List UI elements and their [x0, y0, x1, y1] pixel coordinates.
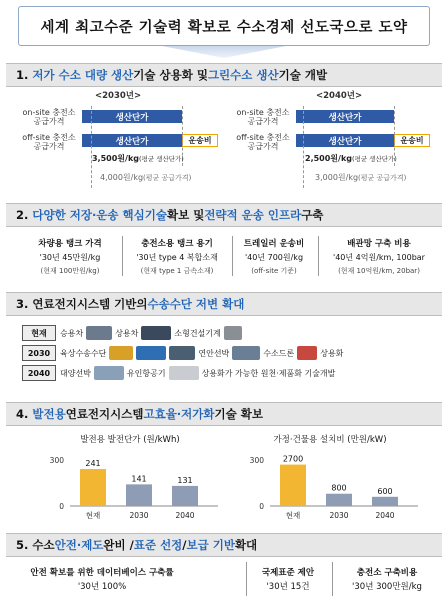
year-2040-label: <2040년>: [316, 91, 363, 101]
x-tick-2: 2040: [375, 511, 395, 520]
transport-bar-right: 운송비: [394, 134, 430, 147]
item-construction-machine: 소형건설기계: [174, 328, 221, 338]
transport-bar-left: 운송비: [182, 134, 218, 147]
item-commercialization: 상용화: [320, 348, 344, 358]
item-coastal-ship: 연안선박: [198, 348, 230, 358]
truck-image: [136, 346, 166, 360]
sec3-row-now: [60, 325, 242, 341]
data-label-2: 600: [377, 486, 393, 496]
section-5-highlight-3: 보급 기반: [186, 538, 235, 552]
drone-image: [297, 346, 317, 360]
item-manned-aircraft: 유인항공기: [126, 368, 166, 378]
section-2-number: 2.: [16, 208, 29, 222]
section-4-post: 기술 확보: [214, 407, 263, 421]
left-price-2-note: (평균 공급가격): [143, 174, 192, 182]
section-4-highlight-2: 고효율·저가화: [143, 407, 215, 421]
y-tick-zero: 0: [259, 502, 264, 511]
sec2-col2-sub: (현재 type 1 금속소재): [140, 267, 214, 275]
section-1-post: 기술 개발: [278, 68, 328, 82]
left-price-1-value: 3,500원/kg: [92, 154, 140, 163]
section-3-highlight: 수송수단 저변 확대: [147, 297, 245, 311]
y-tick-top: 300: [249, 456, 264, 465]
right-price-1: [305, 153, 397, 164]
data-label-0: 2700: [282, 454, 304, 464]
item-hydrogen-drone: 수소드론: [263, 348, 295, 358]
item-passenger-car: 승용차: [60, 328, 84, 338]
data-label-0: 241: [85, 459, 101, 469]
sec5-col2-title: 국제표준 제안: [261, 568, 315, 578]
sec2-col4-sub: (현재 10억원/km, 20bar): [338, 267, 420, 275]
sec2-col1-value: '30년 45만원/kg: [39, 253, 101, 262]
x-tick-1: 2030: [129, 511, 149, 520]
left-price-2: [100, 172, 191, 183]
chart-1-title: 발전용 발전단가 (원/kWh): [80, 435, 180, 445]
right-price-1-note: (평균 생산단가): [352, 155, 397, 163]
y-tick-zero: 0: [59, 502, 64, 511]
y-tick-top: 300: [49, 456, 64, 465]
chart-2-title: 가정·건물용 설치비 (만원/kW): [273, 435, 387, 445]
sec3-row-label-2040: 2040: [22, 365, 56, 381]
sec2-col1-title: 차량용 탱크 가격: [38, 239, 102, 249]
section-3-header: [6, 292, 442, 316]
left-price-1: [92, 153, 184, 164]
section-5-highlight-2: 표준 선정: [133, 538, 183, 552]
section-2-header: [6, 203, 442, 227]
x-tick-2: 2040: [175, 511, 195, 520]
section-2-mid: 확보 및: [166, 208, 205, 222]
data-label-1: 141: [131, 474, 147, 484]
bar-0: [80, 469, 106, 506]
sec2-col4-title: 배관망 구축 비용: [347, 239, 411, 249]
section-4-mid: 연료전지시스템: [65, 407, 144, 421]
ocean-ship-image: [94, 366, 124, 380]
sec3-row-2040: [60, 365, 335, 381]
data-label-1: 800: [331, 483, 347, 493]
sec5-divider-2: [332, 562, 333, 596]
bar-2: [172, 486, 198, 506]
section-2-post: 구축: [301, 208, 324, 222]
left-price-1-note: (평균 생산단가): [139, 155, 184, 163]
production-bar-left-onsite: 생산단가: [82, 110, 182, 123]
section-5-highlight-1: 안전·제도: [54, 538, 104, 552]
x-tick-0: 현재: [85, 511, 101, 520]
right-price-2: [315, 172, 406, 183]
right-price-1-value: 2,500원/kg: [305, 154, 353, 163]
left-price-2-value: 4,000원/kg: [100, 173, 144, 182]
year-2030-label: <2030년>: [95, 91, 142, 101]
section-4-highlight: 발전용: [32, 407, 66, 421]
section-5-post: 확대: [234, 538, 258, 552]
item-ocean-ship: 대양선박: [60, 368, 91, 378]
section-1-highlight-2: 그린수소 생산: [207, 68, 279, 82]
x-tick-1: 2030: [329, 511, 349, 520]
onsite-label-right: on-site 충전소 공급가격: [236, 108, 290, 126]
sec3-row-label-2030: 2030: [22, 345, 56, 361]
bar-2: [372, 497, 398, 506]
right-price-2-value: 3,000원/kg: [315, 173, 359, 182]
section-5-pre: 수소: [32, 538, 55, 552]
sec3-row-2030: [60, 345, 343, 361]
sec5-col1-title: 안전 확보를 위한 데이터베이스 구축률: [30, 568, 174, 578]
right-price-2-note: (평균 공급가격): [358, 174, 407, 182]
sec5-col3-title: 충전소 구축비용: [356, 568, 418, 578]
train-image: [169, 346, 195, 360]
section-4-number: 4.: [16, 407, 29, 421]
production-bar-left-offsite: 생산단가: [82, 134, 182, 147]
offsite-label-right: off-site 충전소 공급가격: [236, 133, 290, 151]
section-1-mid: 기술 상용화 및: [133, 68, 208, 82]
sec2-divider-2: [232, 236, 233, 276]
chart-2: [240, 448, 430, 523]
ship-image: [232, 346, 260, 360]
section-5-number: 5.: [16, 538, 29, 552]
aircraft-image: [169, 366, 199, 380]
sec5-col3-value: '30년 300만원/kg: [352, 582, 422, 592]
sec3-row-label-now: 현재: [22, 325, 56, 341]
section-3-pre: 연료전지시스템 기반의: [32, 297, 148, 311]
page-title: [18, 6, 430, 46]
sec2-divider-3: [318, 236, 319, 276]
page-title-text: 세계 최고수준 기술력 확보로 수소경제 선도국으로 도약: [40, 19, 408, 36]
section-3-number: 3.: [16, 297, 29, 311]
sec5-col1-value: '30년 100%: [77, 582, 127, 592]
item-commercial-vehicle: 상용차: [115, 328, 139, 338]
title-arrow: [162, 46, 286, 58]
offsite-label-left: off-site 충전소 공급가격: [22, 133, 76, 151]
chart-1: [40, 448, 230, 523]
car-image: [86, 326, 112, 340]
bar-0: [280, 465, 306, 506]
x-tick-0: 현재: [285, 511, 301, 520]
bar-1: [126, 484, 152, 506]
onsite-label-left: on-site 충전소 공급가격: [22, 108, 76, 126]
production-bar-right-offsite: 생산단가: [296, 134, 394, 147]
data-label-2: 131: [177, 475, 193, 485]
section-1-number: 1.: [16, 68, 29, 82]
dash-left-1: [91, 106, 92, 188]
sec2-col2-title: 충전소용 탱크 용기: [141, 239, 213, 249]
sec2-col3-sub: (off-site 기준): [251, 267, 297, 275]
sec2-col3-value: '40년 700원/kg: [244, 253, 304, 262]
section-1-header: [6, 63, 442, 87]
section-5-mid-1: 완비 /: [103, 538, 134, 552]
section-5-header: [6, 533, 442, 557]
sec2-col3-title: 트레일러 운송비: [243, 239, 305, 249]
section-4-header: [6, 402, 442, 426]
section-1-highlight: 저가 수소 대량 생산: [32, 68, 134, 82]
sec2-col1-sub: (현재 100만원/kg): [40, 267, 100, 275]
dash-right-1: [303, 106, 304, 188]
bar-1: [326, 494, 352, 506]
production-bar-right-onsite: 생산단가: [296, 110, 394, 123]
sec2-col2-value: '30년 type 4 복합소재: [136, 253, 218, 262]
section-5-mid-2: /: [182, 538, 187, 552]
bus-image: [141, 326, 171, 340]
item-land-transport: 육상수송수단: [60, 348, 107, 358]
excavator-image: [109, 346, 133, 360]
section-2-highlight-2: 전략적 운송 인프라: [204, 208, 302, 222]
sec5-divider-1: [246, 562, 247, 596]
sec5-col2-value: '30년 15건: [266, 582, 310, 592]
forklift-image: [224, 326, 242, 340]
sec2-divider-1: [122, 236, 123, 276]
section-2-highlight: 다양한 저장·운송 핵심기술: [32, 208, 167, 222]
sec2-col4-value: '40년 4억원/km, 100bar: [333, 253, 425, 262]
item-core-tech: 상용화가 가능한 원천·제품화 기술개발: [201, 368, 336, 378]
